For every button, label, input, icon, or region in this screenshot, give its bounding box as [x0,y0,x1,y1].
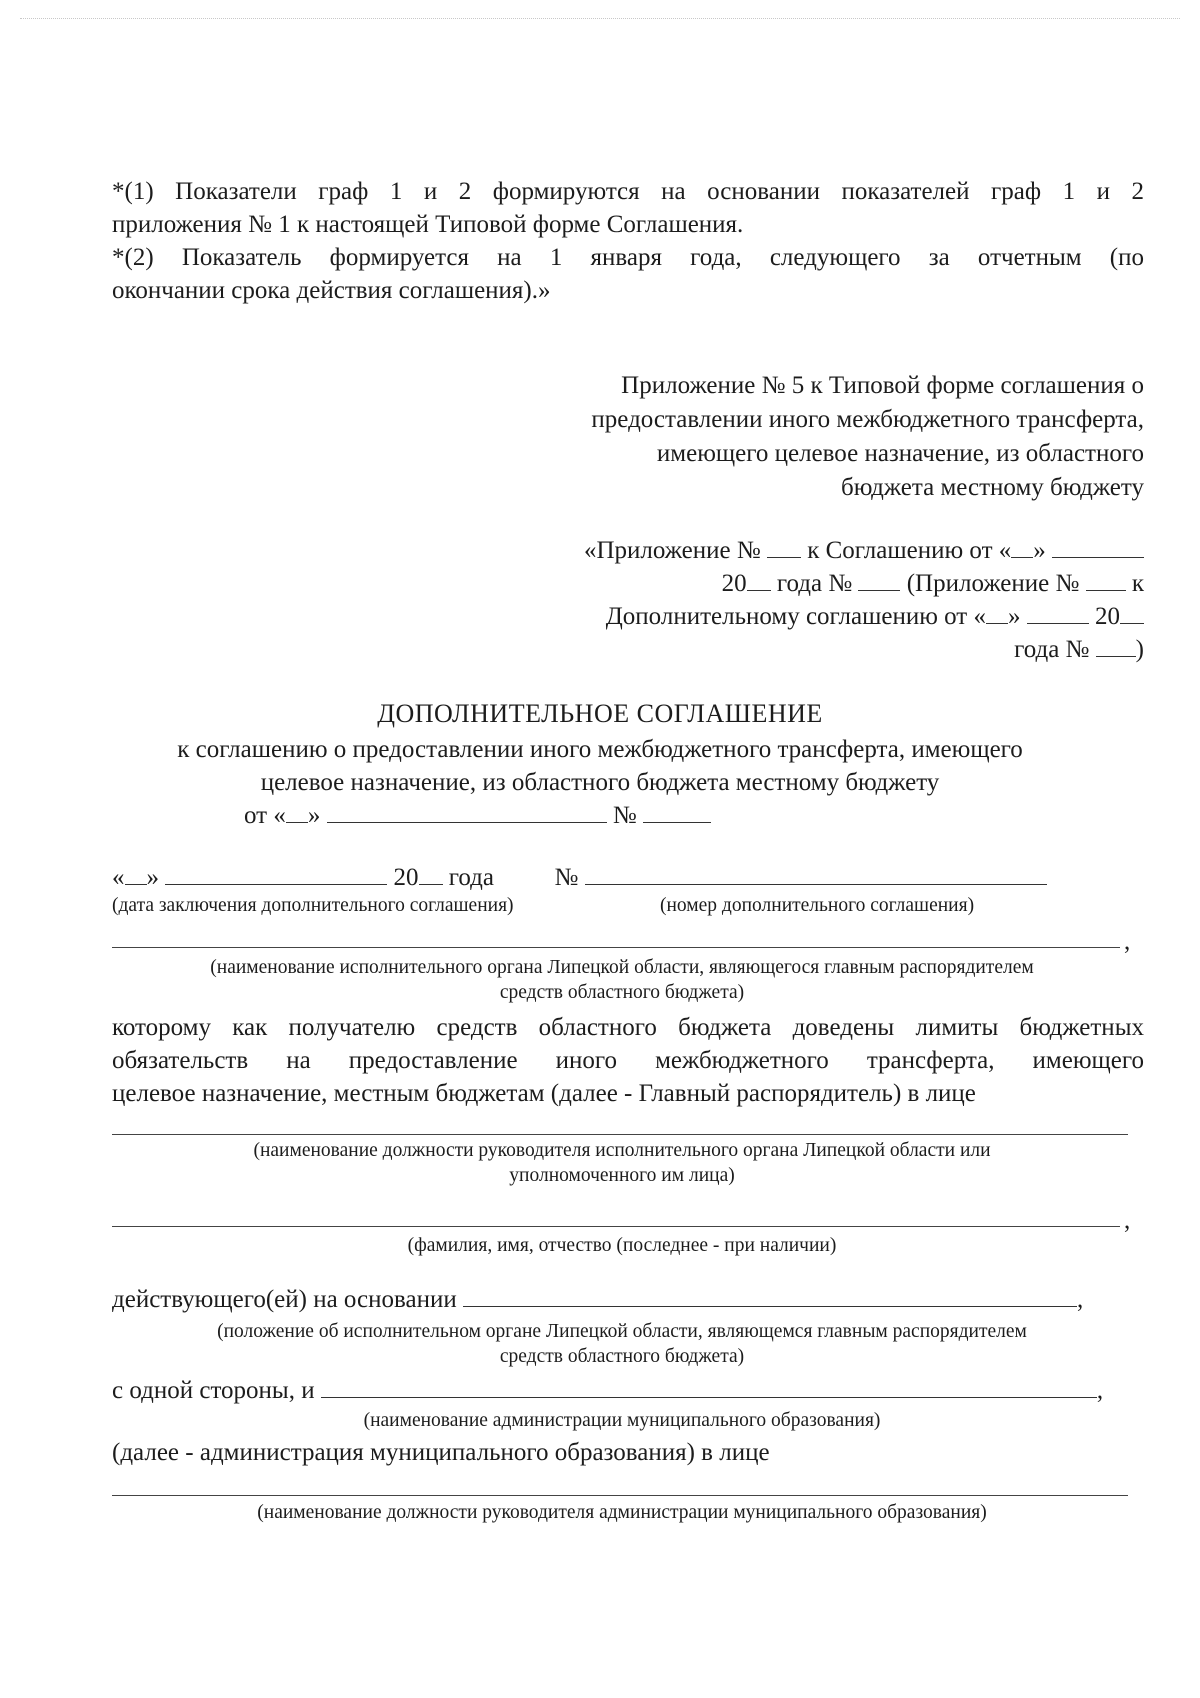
caption-municipal-head: (наименование должности руководителя администрации муниципального образования) [257,1502,987,1523]
body-text-2: (далее - администрация муниципального образования) в лице [112,1439,770,1466]
agreement-ref-line-4 [1014,634,1144,666]
exec-organ-comma: , [1124,928,1131,955]
one-side-label: с одной стороны, и [112,1377,315,1404]
title-number-blank [643,821,711,823]
fio-blank-line [112,1226,1120,1227]
date-number-blank [585,883,1047,885]
ref-supp-number-label: года № [1014,636,1090,663]
acting-on-basis-blank [463,1305,1077,1307]
title-close-quote: » [307,802,321,829]
caption-fio: (фамилия, имя, отчество (последнее - при наличии) [407,1235,837,1256]
agreement-ref-line-1 [584,535,1144,567]
fio-comma: , [1124,1207,1131,1234]
date-year-word: года [448,864,494,891]
title-number-label: № [612,802,637,829]
exec-organ-blank-line [112,947,1120,948]
date-number-sign: № [554,864,579,891]
caption-date: (дата заключения дополнительного соглашения) [112,895,514,916]
title-from-label: от « [244,802,286,829]
ref-year-prefix: 20 [721,570,747,597]
caption-head-position-2: уполномоченного им лица) [509,1165,735,1186]
one-side-line [112,1375,1103,1407]
ref-number-blank [858,589,900,591]
document-title: ДОПОЛНИТЕЛЬНОЕ СОГЛАШЕНИЕ [377,699,823,728]
body-text-1-line-1: которому как получателю средств областного бюджета доведены лимиты бюджетных [112,1014,1144,1041]
ref-appendix-label: «Приложение № [583,537,761,564]
caption-number: (номер дополнительного соглашения) [660,895,975,916]
date-close-quote: » [146,864,159,891]
agreement-ref-line-3 [606,601,1144,633]
title-date-blank [327,821,607,823]
appendix-header-line-4: бюджета местному бюджету [841,474,1144,501]
appendix-header-line-2: предоставлении иного межбюджетного трансферта, [591,406,1144,433]
date-day-blank [125,883,147,885]
footnote-1-line-2: приложения № 1 к настоящей Типовой форме Соглашения. [112,211,744,238]
ref-supplementary-label: Дополнительному соглашению от « [605,603,986,630]
caption-exec-organ-1: (наименование исполнительного органа Липецкой области, являющегося главным распорядителем [210,957,1034,978]
ref-supp-close-quote: » [1008,603,1021,630]
body-text-1-line-3: целевое назначение, местным бюджетам (далее - Главный распорядитель) в лице [112,1080,976,1107]
caption-head-position-1: (наименование должности руководителя исполнительного органа Липецкой области или [253,1140,991,1161]
caption-regulation-2: средств областного бюджета) [499,1346,745,1367]
scan-edge-dots [20,18,1180,19]
acting-on-basis-label: действующего(ей) на основании [112,1286,457,1313]
ref-supp-month-blank [1027,622,1089,624]
date-month-blank [165,883,387,885]
municipal-admin-blank [321,1396,1097,1398]
ref-supp-day-blank [986,622,1008,624]
caption-regulation-1: (положение об исполнительном органе Липецкой области, являющемся главным распорядителем [217,1321,1027,1342]
footnote-2-line-1: *(2) Показатель формируется на 1 января года, следующего за отчетным (по [112,244,1144,271]
appendix-header-line-1: Приложение № 5 к Типовой форме соглашения о [621,372,1144,399]
caption-municipal-admin: (наименование администрации муниципального образования) [363,1410,881,1431]
footnote-1-line-1: *(1) Показатели граф 1 и 2 формируются на основании показателей граф 1 и 2 [112,178,1144,205]
ref-month-blank [1052,556,1144,558]
body-text-1-line-2: обязательств на предоставление иного межбюджетного трансферта, имеющего [112,1047,1144,1074]
ref-to-label: к [1131,570,1144,597]
subtitle-line-2: целевое назначение, из областного бюджета местному бюджету [260,769,940,796]
date-year-prefix: 20 [393,864,419,891]
ref-appendix-2-label: (Приложение № [906,570,1080,597]
footnote-2-line-2: окончании срока действия соглашения).» [112,277,551,304]
caption-exec-organ-2: средств областного бюджета) [499,982,745,1003]
ref-appendix-number-blank [767,556,801,558]
appendix-header-line-3: имеющего целевое назначение, из областного [656,440,1144,467]
acting-on-basis-line [112,1284,1083,1316]
ref-appendix-2-blank [1086,589,1126,591]
acting-on-basis-comma: , [1076,1286,1084,1313]
date-open-quote: « [112,864,125,891]
ref-close-paren: ) [1135,636,1144,663]
ref-day-close-quote: » [1033,537,1046,564]
title-from-line [244,800,711,832]
ref-year-number-label: года № [776,570,853,597]
date-number-line [112,862,1047,894]
ref-supp-number-blank [1096,655,1136,657]
municipal-head-blank-line [112,1495,1128,1496]
title-day-blank [286,821,308,823]
ref-day-blank [1011,556,1033,558]
agreement-ref-line-2 [722,568,1144,600]
municipal-admin-comma: , [1096,1377,1104,1404]
subtitle-line-1: к соглашению о предоставлении иного межбюджетного трансферта, имеющего [177,736,1023,763]
ref-agreement-from-label: к Соглашению от « [807,537,1012,564]
ref-supp-year-blank [1120,622,1144,624]
head-position-blank-line [112,1134,1128,1135]
ref-year-blank [747,589,771,591]
date-year-blank [419,883,443,885]
ref-supp-year-prefix: 20 [1095,603,1120,630]
